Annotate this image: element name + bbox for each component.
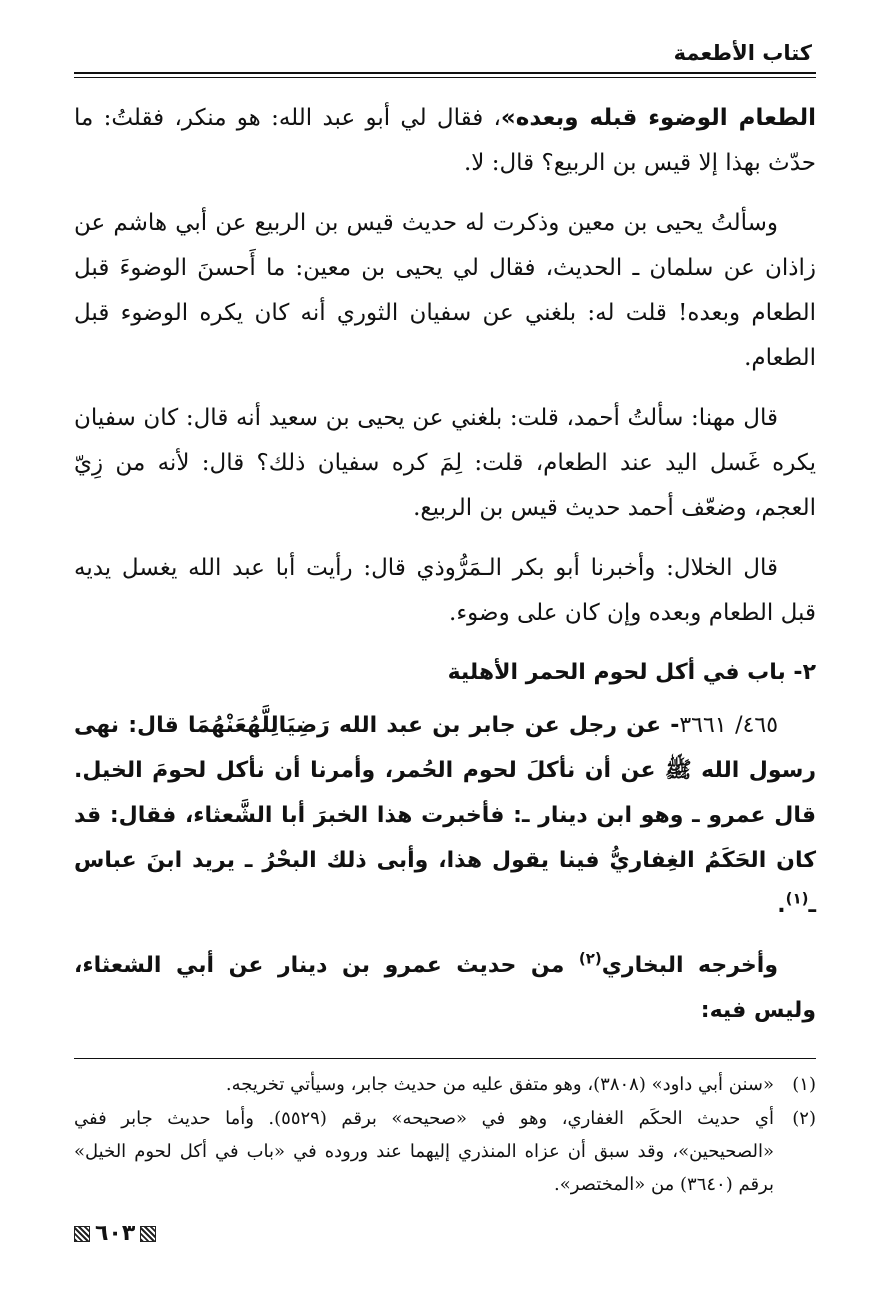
paragraph-1-bold: الطعام الوضوء قبله وبعده» — [500, 105, 816, 131]
ornament-left-icon — [74, 1226, 90, 1242]
hadith-end: . — [777, 893, 786, 918]
ornament-right-icon — [140, 1226, 156, 1242]
page-number-block — [74, 1221, 156, 1246]
hadith-paragraph — [74, 703, 816, 928]
closing-text-start: وأخرجه البخاري — [601, 953, 779, 978]
footnote-1 — [74, 1068, 816, 1101]
book-page — [74, 38, 816, 1268]
closing-text-end: من حديث عمرو بن دينار عن أبي الشعثاء، وليس فيه: — [74, 953, 816, 1023]
footnote-ref-2[interactable]: (٢) — [578, 949, 602, 968]
footnote-2-text: أي حديث الحكَم الغفاري، وهو في «صحيحه» برقم (٥٥٢٩). وأما حديث جابر ففي «الصحيحين»، وقد سبق أن عزاه المنذري إليهما عند وروده في «باب في أكل لحوم الخيل» برقم (٣٦٤٠) من «المختصر». — [74, 1108, 774, 1195]
footnotes — [74, 1068, 816, 1202]
hadith-text: - عن رجل عن جابر بن عبد الله رَضِيَالِلَّهُعَنْهُمَا قال: نهى رسول الله ﷺ عن أن نأكلَ لحوم الحُمر، وأمرنا أن نأكل لحومَ الخيل. قال عمرو ـ وهو ابن دينار ـ: فأخبرت هذا الخبرَ أبا الشَّعثاء، فقال: قد كان الحَكَمُ الغِفاريُّ فينا يقول هذا، وأبى ذلك البحْرُ ـ يريد ابنَ عباس ـ — [74, 713, 816, 918]
paragraph-1 — [74, 96, 816, 186]
footnote-ref-1[interactable]: (١) — [785, 889, 809, 908]
footnote-separator — [74, 1058, 816, 1059]
running-header — [74, 38, 816, 68]
page-number: ٦٠٣ — [95, 1221, 136, 1246]
footnote-1-text: «سنن أبي داود» (٣٨٠٨)، وهو متفق عليه من حديث جابر، وسيأتي تخريجه. — [225, 1074, 774, 1095]
hadith-numbers: ٤٦٥/ ٣٦٦١ — [679, 713, 779, 738]
footnote-1-number: (١) — [792, 1074, 816, 1095]
paragraph-3: قال مهنا: سألتُ أحمد، قلت: بلغني عن يحيى بن سعيد أنه قال: كان سفيان يكره غَسل اليد عند الطعام، قلت: لِمَ كره سفيان ذلك؟ قال: لأنه من زِيّ العجم، وضعّف أحمد حديث قيس بن الربيع. — [74, 405, 816, 521]
chapter-title: كتاب الأطعمة — [673, 41, 812, 65]
footnote-2 — [74, 1102, 816, 1201]
paragraph-1-rest: ، فقال لي أبو عبد الله: هو منكر، فقلتُ: ما حدّث بهذا إلا قيس بن الربيع؟ قال: لا. — [74, 105, 816, 176]
section-heading: ٢- باب في أكل لحوم الحمر الأهلية — [447, 660, 816, 685]
main-text — [74, 96, 816, 1048]
paragraph-2: وسألتُ يحيى بن معين وذكرت له حديث قيس بن الربيع عن أبي هاشم عن زاذان عن سلمان ـ الحديث، فقال لي يحيى بن معين: ما أَحسنَ الوضوءَ قبل الطعام وبعده! قلت له: بلغني عن سفيان الثوري أنه كان يكره الوضوء قبل الطعام. — [74, 210, 816, 371]
closing-paragraph — [74, 943, 816, 1033]
header-double-rule — [74, 72, 816, 78]
footnote-2-number: (٢) — [792, 1108, 816, 1129]
paragraph-4: قال الخلال: وأخبرنا أبو بكر الـمَرُّوذي قال: رأيت أبا عبد الله يغسل يديه قبل الطعام وبعده وإن كان على وضوء. — [74, 555, 816, 626]
